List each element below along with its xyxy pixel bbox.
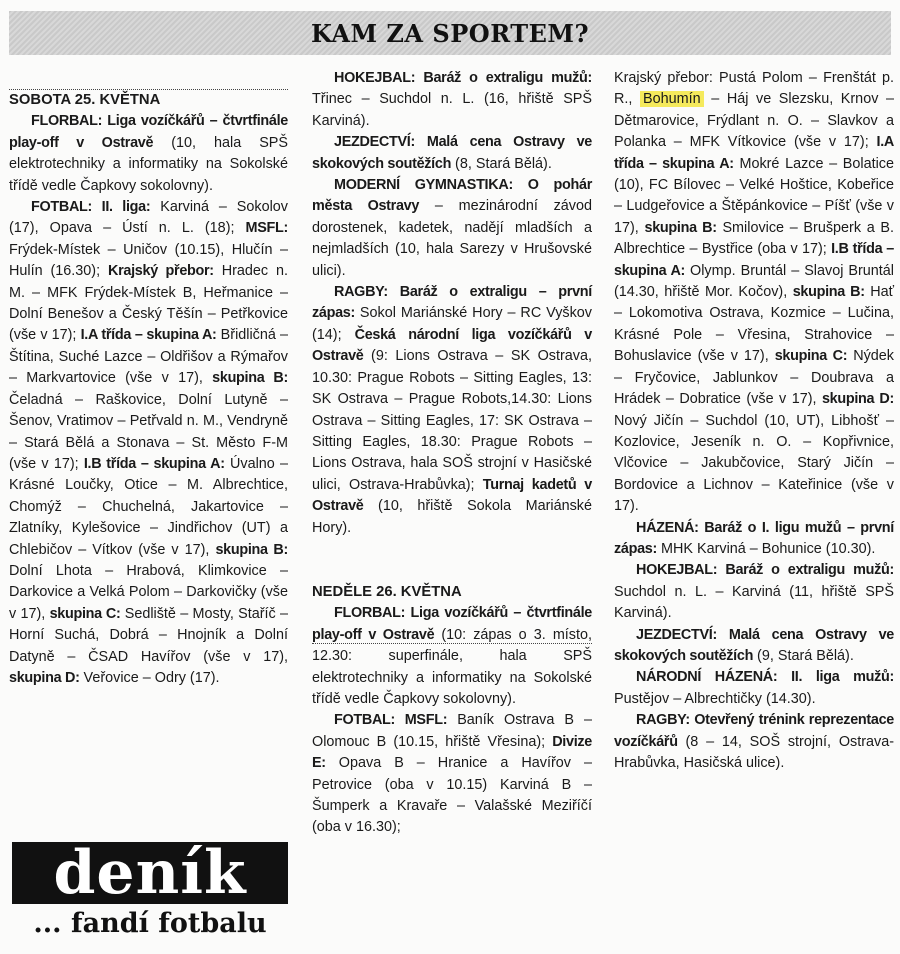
day-heading-saturday: SOBOTA 25. KVĚTNA <box>9 92 161 108</box>
section-title: KAM ZA SPORTEM? <box>310 18 589 48</box>
denik-logo <box>12 838 288 942</box>
listing-hokejbal-sunday: HOKEJBAL: Baráž o extraligu mužů: Suchdol n. L. – Karviná (11, hřiště SPŠ Karviná). <box>614 562 894 622</box>
day-heading-sunday: NEDĚLE 26. KVĚTNA <box>312 583 462 600</box>
listing-fotbal-saturday: FOTBAL: II. liga: Karviná – Sokolov (17), Opava – Ústí n. L. (18); MSFL: Frýdek-Místek – Uničov (10.15), Hlučín – Hulín (16.30); Krajský přebor: Hradec n. M. – MFK Frýdek-Místek B, Heřmanice – Dolní Benešov a Český Těšín – Petřkovice (vše v 17); I.A třída – skupina A: Břidličná – Štítina, Suché Lazce – Oldřišov a Rýmařov – Markvartovice (vše v 17), skupina B: Čeladná – Raškovice, Dolní Lutyně – Šenov, Vratimov – Petřvald n. M., Vendryně – Stará Bělá a Stonava – St. Město F-M (vše v 17); I.B třída – skupina A: Úvalno – Krásné Loučky, Otice – M. Albrechtice, Chomýž – Chuchelná, Jakartovice – Zlatníky, Kylešovice – Jindřichov (UT) a Chlebičov – Vítkov (vše v 17), skupina B: Dolní Lhota – Hrabová, Klimkovice – Darkovice a Velká Polom – Darkovičky (vše v 17), skupina C: Sedliště – Mosty, Staříč – Horní Suchá, Dobrá – Hnojník a Dolní Datyně – ČSAD Havířov (vše v 17), skupina D: Veřovice – Odry (17). <box>9 199 289 686</box>
listing-gymnastika-saturday: MODERNÍ GYMNASTIKA: O pohár města Ostravy – mezinárodní závod dorostenek, kadetek, nadějí mladších a nejmladších (10, hala Sarezy v Hrušovské ulici). <box>312 177 592 279</box>
listing-fotbal-sunday-continued: Krajský přebor: Pustá Polom – Frenštát p. R., Bohumín – Háj ve Slezsku, Krnov – Dětmarovice, Frýdlant n. O. – Slavkov a Polanka – MFK Vítkovice (vše v 17); I.A třída – skupina A: Mokré Lazce – Bolatice (10), FC Bílovec – Velké Hoštice, Kobeřice – Ludgeřovice a Štěpánkovice – Píšť (vše v 17), skupina B: Smilovice – Brušperk a B. Albrechtice – Bystřice (oba v 17); I.B třída – skupina A: Olymp. Bruntál – Slavoj Bruntál (14.30, hřiště Mor. Kočov), skupina B: Hať – Lokomotiva Ostrava, Kozmice – Lučina, Krásné Pole – Vřesina, Strahovice – Bohuslavice (vše v 17), skupina C: Nýdek – Fryčovice, Jablunkov – Doubrava a Hrádek – Dobratice (vše v 17), skupina D: Nový Jičín – Suchdol (10, UT), Libhošť – Kozlovice, Jeseník n. O. – Kopřivnice, Vlčovice – Jakubčovice, Starý Jičín – Bordovice a Lichnov – Kateřinice (vše v 17). <box>614 70 895 515</box>
listing-jezdectvi-sunday: JEZDECTVÍ: Malá cena Ostravy ve skokových soutěžích (9, Stará Bělá). <box>614 626 894 664</box>
column-2 <box>312 68 592 839</box>
listing-jezdectvi-saturday: JEZDECTVÍ: Malá cena Ostravy ve skokových soutěžích (8, Stará Bělá). <box>312 134 592 172</box>
column-3 <box>614 68 894 774</box>
listing-florbal-saturday: FLORBAL: Liga vozíčkářů – čtvrtfinále play-off v Ostravě (10, hala SPŠ elektrotechniky a informatiky na Sokolské třídě vedle Čapkovy sokolovny). <box>9 113 289 194</box>
listing-hazena-sunday: HÁZENÁ: Baráž o I. ligu mužů – první zápas: MHK Karviná – Bohunice (10.30). <box>614 519 894 557</box>
logo-wordmark: deník <box>53 838 247 908</box>
highlighted-team: Bohumín <box>640 91 704 107</box>
section-banner <box>9 11 891 55</box>
listing-florbal-sunday: FLORBAL: Liga vozíčkářů – čtvrtfinále play-off v Ostravě (10: zápas o 3. místo, 12.30: superfinále, hala SPŠ elektrotechniky a informatiky na Sokolské třídě vedle Čapkovy sokolovny). <box>312 605 592 707</box>
column-1 <box>9 68 288 689</box>
listing-ragby-sunday: RAGBY: Otevřený trénink reprezentace vozíčkářů (8 – 14, SOŠ strojní, Ostrava-Hrabůvka, Hasičská ulice). <box>614 712 894 771</box>
listing-ragby-saturday: RAGBY: Baráž o extraligu – první zápas: Sokol Mariánské Hory – RC Vyškov (14); Česká národní liga vozíčkářů v Ostravě (9: Lions Ostrava – SK Ostrava, 10.30: Prague Robots – Sitting Eagles, 13: SK Ostrava – Prague Robots,14.30: Lions Ostrava – Sitting Eagles, 17: SK Ostrava – Sitting Eagles, 18.30: Prague Robots – Lions Ostrava, hala SOŠ strojní v Hasičské ulici, Ostrava-Hrabůvka); Turnaj kadetů v Ostravě (10, hřiště Sokola Mariánské Hory). <box>312 284 592 536</box>
listing-hokejbal-saturday: HOKEJBAL: Baráž o extraligu mužů: Třinec – Suchdol n. L. (16, hřiště SPŠ Karviná). <box>312 70 592 129</box>
listing-fotbal-sunday: FOTBAL: MSFL: Baník Ostrava B – Olomouc B (10.15, hřiště Vřesina); Divize E: Opava B – Hranice a Havířov – Petrovice (oba v 10.15) Karviná B – Šumperk a Kravaře – Valašské Meziříčí (oba v 16.30); <box>312 712 592 836</box>
logo-box <box>12 838 288 908</box>
listing-narodni-hazena-sunday: NÁRODNÍ HÁZENÁ: II. liga mužů: Pustějov – Albrechtičky (14.30). <box>614 669 894 707</box>
logo-tagline: ... fandí fotbalu <box>33 908 267 939</box>
